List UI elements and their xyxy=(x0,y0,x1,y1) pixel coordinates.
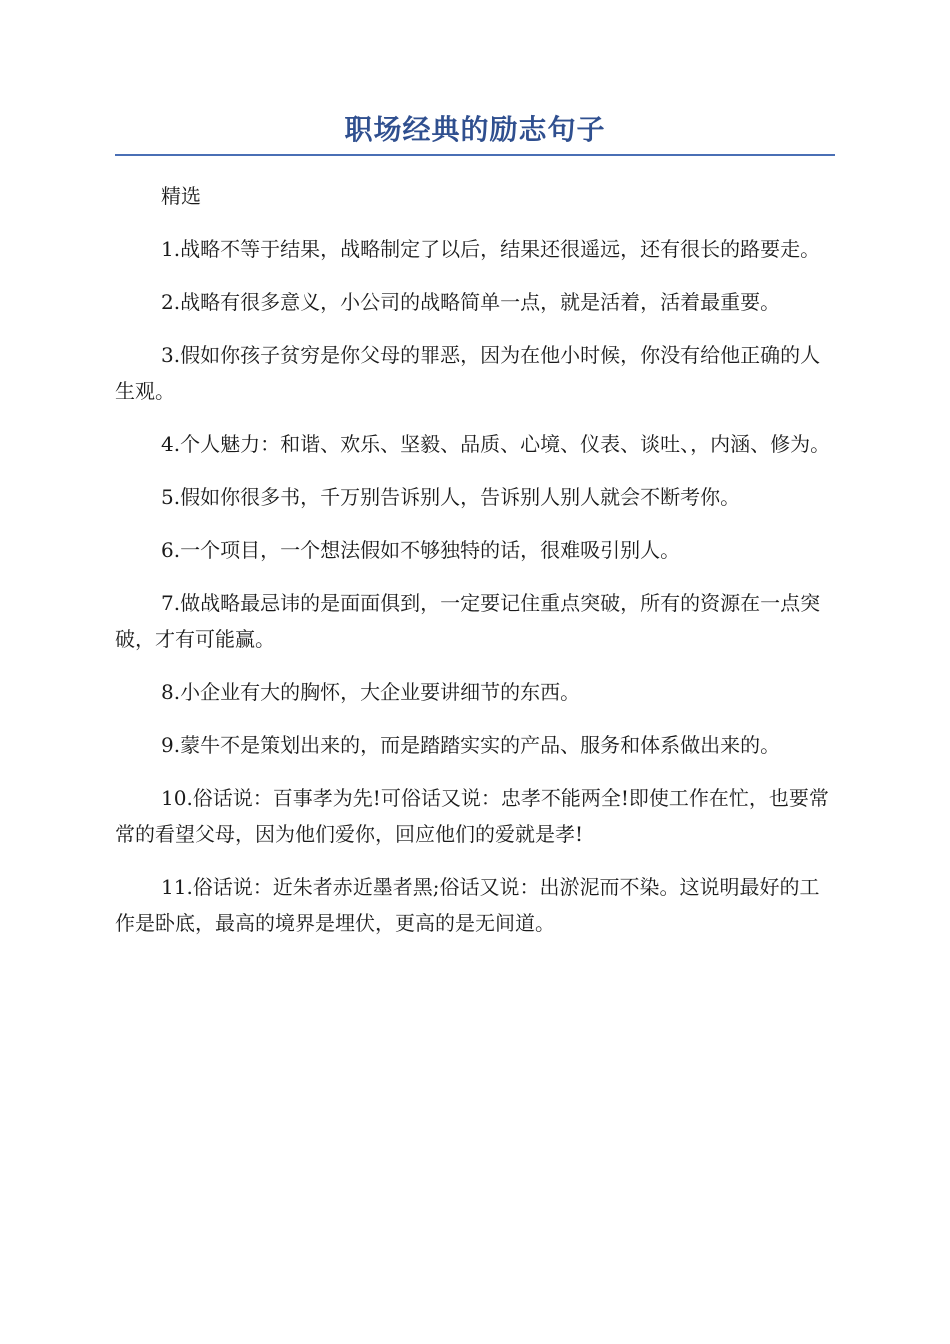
paragraph-2: 2.战略有很多意义，小公司的战略简单一点，就是活着，活着最重要。 xyxy=(161,290,781,314)
paragraph-7: 7.做战略最忌讳的是面面俱到，一定要记住重点突破，所有的资源在一点突破，才有可能赢。 xyxy=(115,591,821,651)
paragraph-6: 6.一个项目，一个想法假如不够独特的话，很难吸引别人。 xyxy=(161,538,681,562)
paragraph-9: 9.蒙牛不是策划出来的，而是踏踏实实的产品、服务和体系做出来的。 xyxy=(161,733,781,757)
paragraph-5: 5.假如你很多书，千万别告诉别人，告诉别人别人就会不断考你。 xyxy=(161,485,741,509)
paragraph-3: 3.假如你孩子贫穷是你父母的罪恶，因为在他小时候，你没有给他正确的人生观。 xyxy=(115,343,821,403)
section-label: 精选 xyxy=(161,184,201,208)
paragraph-11: 11.俗话说：近朱者赤近墨者黑;俗话又说：出淤泥而不染。这说明最好的工作是卧底，最高的境界是埋伏，更高的是无间道。 xyxy=(115,875,820,935)
page-title: 职场经典的励志句子 xyxy=(344,113,606,146)
title-underline xyxy=(115,154,835,156)
paragraph-10: 10.俗话说：百事孝为先!可俗话又说：忠孝不能两全!即使工作在忙，也要常常的看望父母，因为他们爱你，回应他们的爱就是孝! xyxy=(115,786,829,846)
paragraph-1: 1.战略不等于结果，战略制定了以后，结果还很遥远，还有很长的路要走。 xyxy=(161,237,821,261)
document-page xyxy=(115,110,835,958)
paragraph-4: 4.个人魅力：和谐、欢乐、坚毅、品质、心境、仪表、谈吐、，内涵、修为。 xyxy=(161,432,831,456)
paragraph-8: 8.小企业有大的胸怀，大企业要讲细节的东西。 xyxy=(161,680,581,704)
